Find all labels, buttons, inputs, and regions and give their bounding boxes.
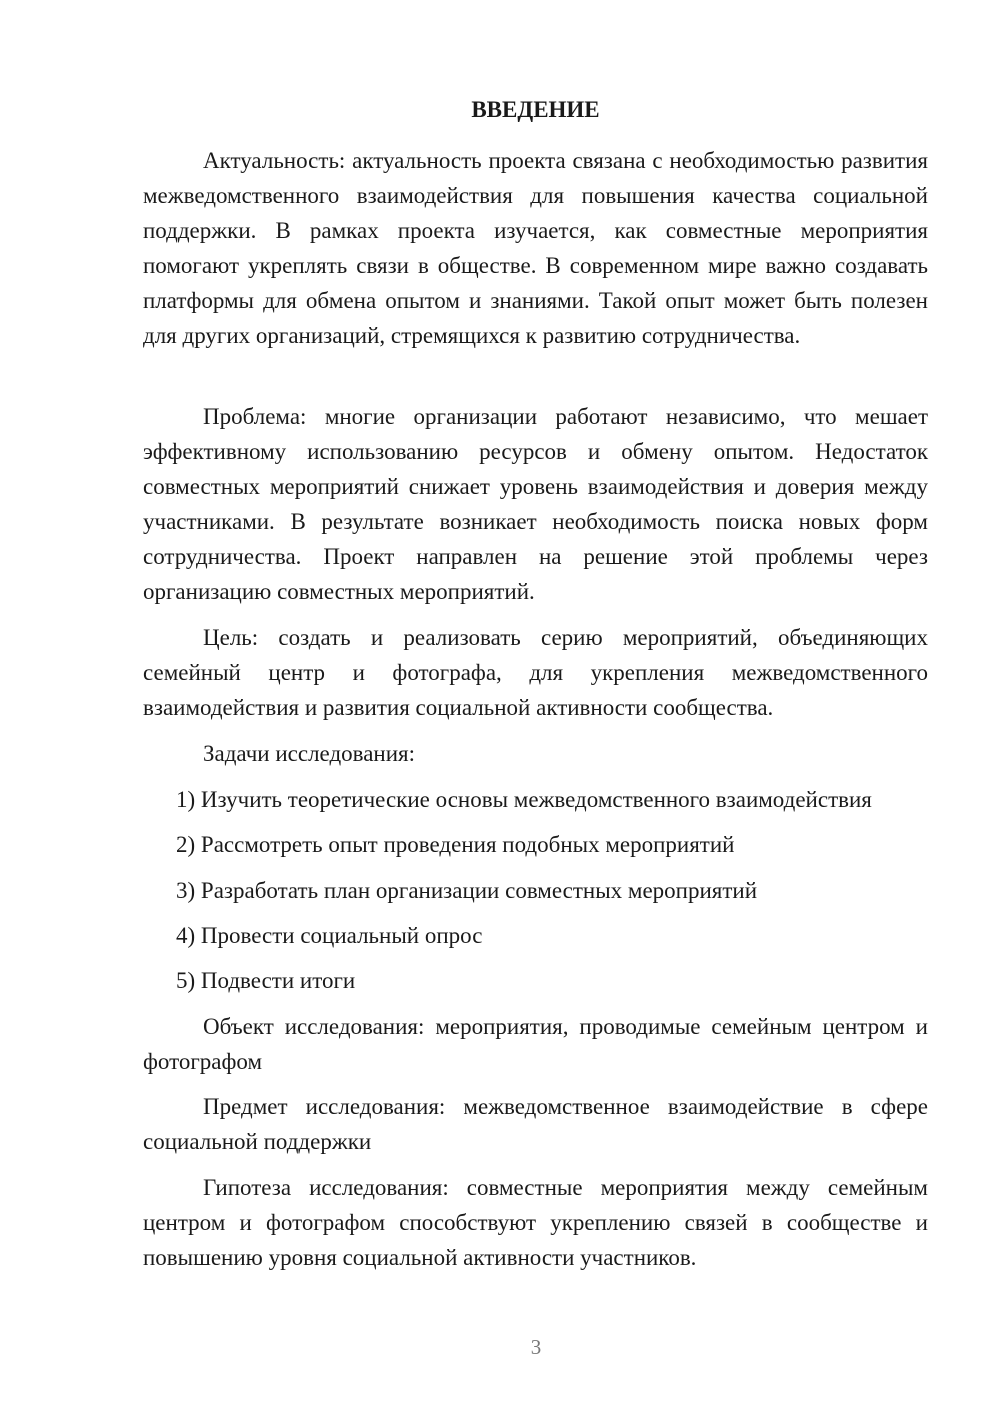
list-item: 2) Рассмотреть опыт проведения подобных мероприятий	[176, 832, 735, 857]
paragraph-goal: Цель: создать и реализовать серию мероприятий, объединяющих семейный центр и фотографа, для укрепления межведомственного взаимодействия и развития социальной активности сообщества.	[143, 625, 928, 720]
paragraph-hypothesis: Гипотеза исследования: совместные мероприятия между семейным центром и фотографом способствуют укреплению связей в сообществе и повышению уровня социальной активности участников.	[143, 1175, 928, 1270]
list-item: 4) Провести социальный опрос	[176, 923, 483, 948]
list-item: 1) Изучить теоретические основы межведомственного взаимодействия	[176, 787, 872, 812]
tasks-heading: Задачи исследования:	[203, 741, 416, 766]
paragraph-relevance: Актуальность: актуальность проекта связана с необходимостью развития межведомственного взаимодействия для повышения качества социальной поддержки. В рамках проекта изучается, как совместные мероприятия помогают укреплять связи в обществе. В современном мире важно создавать платформы для обмена опытом и знаниями. Такой опыт может быть полезен для других организаций, стремящихся к развитию сотрудничества.	[143, 148, 928, 348]
paragraph-problem: Проблема: многие организации работают независимо, что мешает эффективному использованию ресурсов и обмену опытом. Недостаток совместных мероприятий снижает уровень взаимодействия и доверия между участниками. В результате возникает необходимость поиска новых форм сотрудничества. Проект направлен на решение этой проблемы через организацию совместных мероприятий.	[143, 404, 928, 604]
page-number: 3	[530, 1335, 542, 1359]
paragraph-object: Объект исследования: мероприятия, проводимые семейным центром и фотографом	[143, 1014, 928, 1074]
page-title: ВВЕДЕНИЕ	[471, 97, 600, 122]
list-item: 3) Разработать план организации совместных мероприятий	[176, 878, 758, 903]
paragraph-subject: Предмет исследования: межведомственное взаимодействие в сфере социальной поддержки	[143, 1094, 928, 1154]
list-item: 5) Подвести итоги	[176, 968, 356, 993]
